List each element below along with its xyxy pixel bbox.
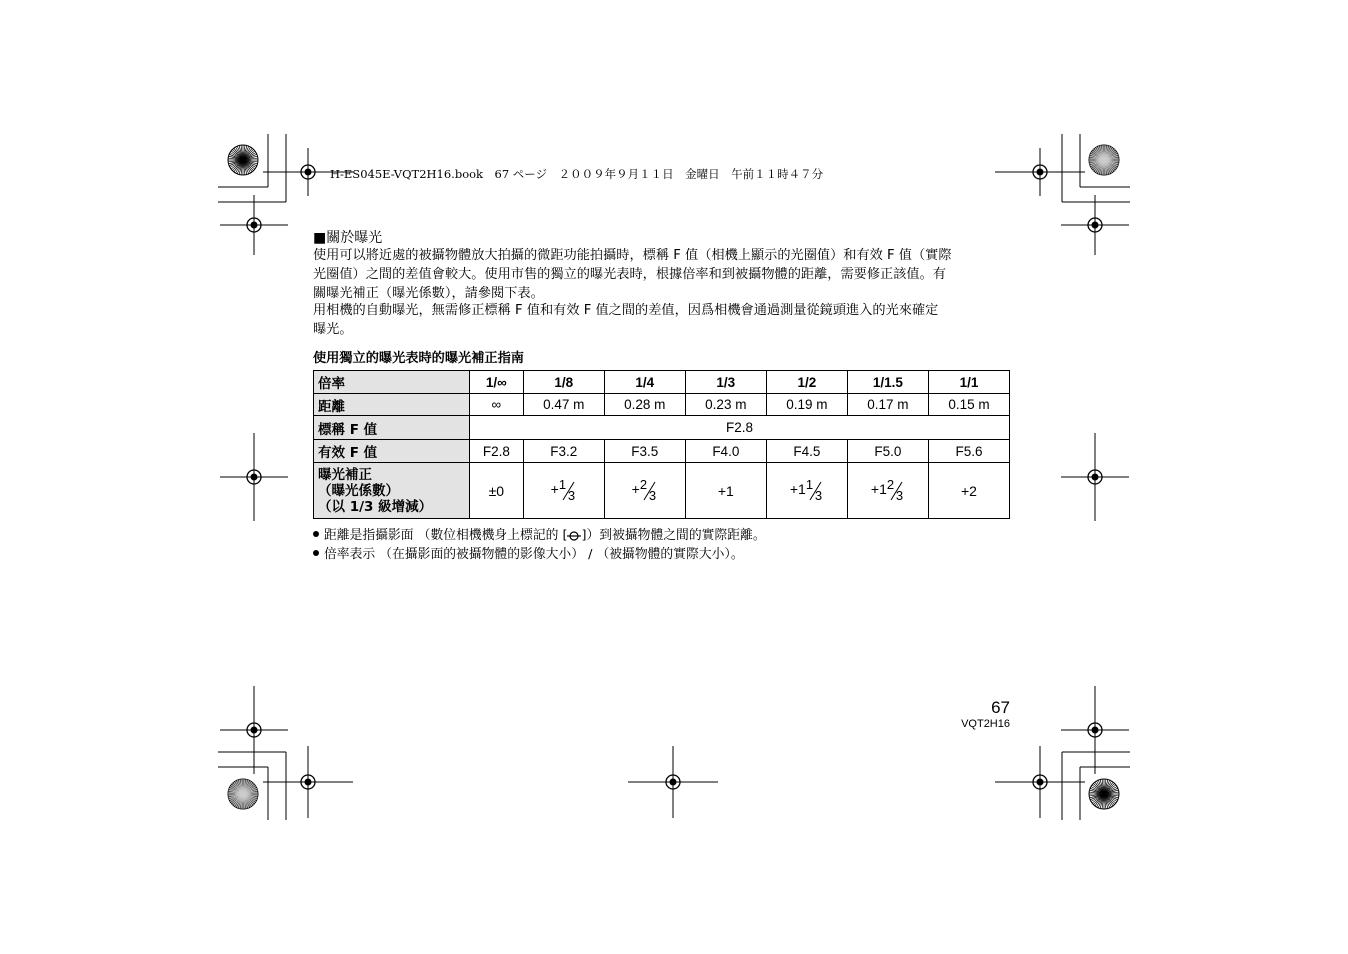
compensation-cell — [847, 463, 928, 519]
effective-f-cell: F5.0 — [847, 440, 928, 463]
text-line: 光圈值）之間的差值會較大。使用市售的獨立的曝光表時，根據倍率和到被攝物體的距離，需要修正該值。有 — [313, 267, 946, 282]
distance-cell: 0.19 m — [766, 394, 847, 416]
note-text: 距離是指攝影面 （數位相機機身上標記的 [ — [324, 528, 568, 543]
distance-cell: 0.15 m — [928, 394, 1009, 416]
nominal-f-row — [314, 416, 1010, 440]
registration-target-center — [1092, 222, 1099, 229]
fraction-numerator: 2 — [886, 476, 895, 492]
row-label-compensation — [314, 463, 470, 519]
text-line: 使用可以將近處的被攝物體放大拍攝的微距功能拍攝時，標稱 F 值（相機上顯示的光圈值）和有效 F 值（實際 — [313, 248, 952, 263]
magnification-cell: 1/2 — [766, 371, 847, 394]
note-item — [313, 526, 766, 545]
magnification-cell: 1/4 — [604, 371, 685, 394]
registration-target-center — [251, 474, 258, 481]
magnification-cell: 1/3 — [685, 371, 766, 394]
distance-cell: ∞ — [470, 394, 524, 416]
registration-target-center — [251, 727, 258, 734]
fraction-denominator: 3 — [895, 487, 904, 503]
effective-f-cell: F4.0 — [685, 440, 766, 463]
effective-f-cell: F3.5 — [604, 440, 685, 463]
row-label-magnification: 倍率 — [314, 371, 470, 394]
compensation-cell — [604, 463, 685, 519]
fraction-numerator: 2 — [639, 476, 648, 492]
compensation-cell — [928, 463, 1009, 519]
note-text: ]）到被攝物體之間的實際距離。 — [581, 528, 766, 543]
compensation-value — [789, 476, 824, 503]
exposure-compensation-table — [313, 370, 1010, 519]
distance-cell: 0.23 m — [685, 394, 766, 416]
section-title: ■關於曝光 — [313, 230, 383, 246]
focal-plane-mark-icon — [567, 531, 581, 541]
fraction-numerator: 1 — [558, 476, 567, 492]
compensation-whole: +2 — [960, 482, 977, 499]
auto-exposure-paragraph — [313, 301, 1013, 339]
registration-target-center — [1092, 474, 1099, 481]
distance-cell: 0.47 m — [523, 394, 604, 416]
table-title: 使用獨立的曝光表時的曝光補正指南 — [313, 351, 524, 366]
compensation-row — [314, 463, 1010, 519]
model-code: VQT2H16 — [961, 718, 1010, 730]
compensation-cell — [766, 463, 847, 519]
row-label-distance: 距離 — [314, 394, 470, 416]
registration-target-center — [251, 222, 258, 229]
book-header: H-ES045E-VQT2H16.book 67 ページ ２００９年９月１１日 金曜日 午前１１時４７分 — [330, 167, 824, 181]
compensation-value — [631, 476, 658, 503]
registration-target-center — [305, 169, 312, 176]
compensation-value — [489, 483, 504, 499]
compensation-whole: + — [550, 481, 559, 498]
magnification-row — [314, 371, 1010, 394]
distance-cell: 0.17 m — [847, 394, 928, 416]
text-line: 曝光。 — [313, 322, 353, 337]
intro-paragraph — [313, 246, 1013, 303]
compensation-whole: + — [631, 481, 640, 498]
nominal-f-cell: F2.8 — [470, 416, 1010, 440]
registration-target-center — [1037, 169, 1044, 176]
compensation-whole: +1 — [789, 481, 806, 498]
row-label-effective-f: 有效 F 值 — [314, 440, 470, 463]
fraction — [639, 476, 658, 503]
bullet-icon — [313, 531, 319, 537]
compensation-cell — [470, 463, 524, 519]
registration-target-center — [1092, 727, 1099, 734]
row-label-nominal-f: 標稱 F 值 — [314, 416, 470, 440]
effective-f-cell: F5.6 — [928, 440, 1009, 463]
effective-f-cell: F2.8 — [470, 440, 524, 463]
effective-f-cell: F3.2 — [523, 440, 604, 463]
page-number: 67 — [991, 698, 1010, 717]
registration-target-center — [670, 779, 677, 786]
note-item — [313, 545, 766, 564]
compensation-cell — [523, 463, 604, 519]
fraction-denominator: 3 — [814, 487, 823, 503]
magnification-cell: 1/1.5 — [847, 371, 928, 394]
compensation-whole: +1 — [870, 481, 887, 498]
comp-label-line: （以 1/3 級增減） — [318, 498, 433, 515]
compensation-value — [870, 476, 905, 503]
fraction-numerator: 1 — [805, 476, 814, 492]
compensation-value — [961, 483, 977, 499]
magnification-cell: 1/∞ — [470, 371, 524, 394]
magnification-cell: 1/8 — [523, 371, 604, 394]
compensation-whole: +1 — [717, 482, 734, 499]
registration-target-center — [1037, 779, 1044, 786]
note-text: 倍率表示 （在攝影面的被攝物體的影像大小） / （被攝物體的實際大小）。 — [324, 547, 744, 562]
effective-f-cell: F4.5 — [766, 440, 847, 463]
fraction-denominator: 3 — [567, 487, 576, 503]
compensation-whole: ±0 — [488, 482, 505, 499]
compensation-value — [550, 476, 577, 503]
magnification-cell: 1/1 — [928, 371, 1009, 394]
distance-cell: 0.28 m — [604, 394, 685, 416]
distance-row — [314, 394, 1010, 416]
compensation-cell — [685, 463, 766, 519]
fraction-denominator: 3 — [648, 487, 657, 503]
bullet-icon — [313, 550, 319, 556]
comp-label-line: 曝光補正 — [318, 466, 372, 483]
fraction — [805, 476, 824, 503]
text-line: 關曝光補正（曝光係數），請參閱下表。 — [313, 286, 544, 301]
compensation-value — [718, 483, 734, 499]
comp-label-line: （曝光係數） — [318, 482, 399, 499]
registration-target-center — [305, 779, 312, 786]
fraction — [886, 476, 905, 503]
fraction — [558, 476, 577, 503]
text-line: 用相機的自動曝光，無需修正標稱 F 值和有效 F 值之間的差值，因爲相機會通過測量從鏡頭進入的光來確定 — [313, 303, 939, 318]
effective-f-row — [314, 440, 1010, 463]
notes — [313, 526, 766, 564]
